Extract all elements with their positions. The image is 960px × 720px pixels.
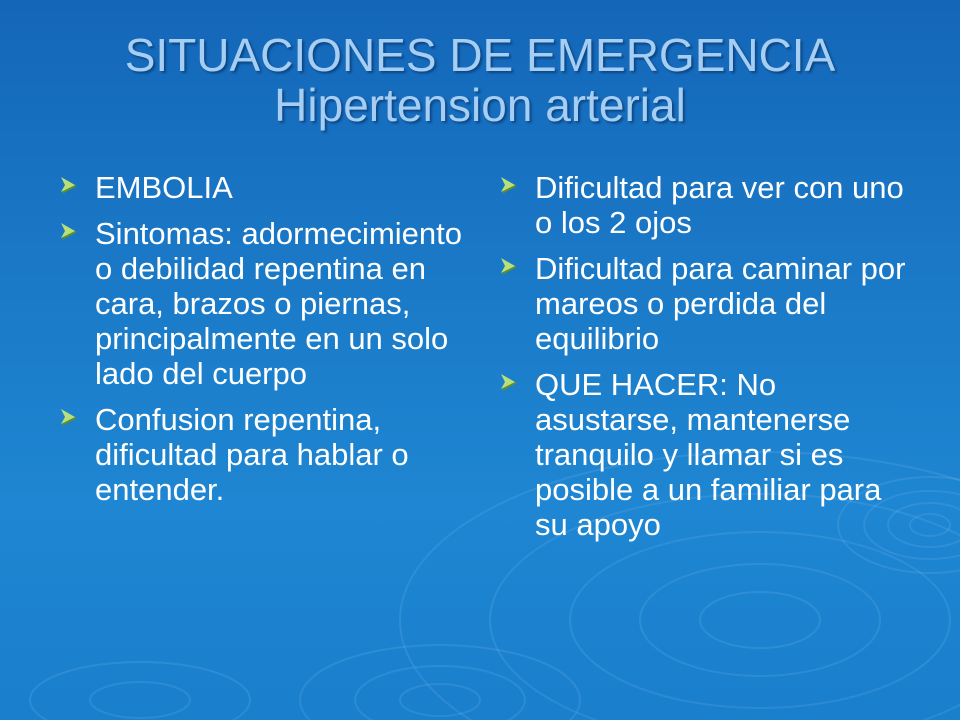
arrow-bullet-icon <box>58 221 80 243</box>
slide-title <box>0 30 960 130</box>
bullet-text: EMBOLIA <box>95 170 233 205</box>
bullet-text: Confusion repentina, dificultad para hablar o entender. <box>95 402 409 507</box>
bullet-item <box>58 170 478 205</box>
arrow-bullet-icon <box>498 175 520 197</box>
bullet-text: Sintomas: adormecimiento o debilidad repentina en cara, brazos o piernas, principalmente en un solo lado del cuerpo <box>95 216 462 391</box>
left-bullet-column <box>58 170 478 518</box>
bullet-item <box>58 216 478 391</box>
right-bullet-column <box>498 170 918 553</box>
bullet-item <box>498 251 918 356</box>
arrow-bullet-icon <box>498 256 520 278</box>
bullet-item <box>498 367 918 542</box>
bullet-text: Dificultad para caminar por mareos o perdida del equilibrio <box>535 251 906 356</box>
bullet-text: QUE HACER: No asustarse, mantenerse tranquilo y llamar si es posible a un familiar para su apoyo <box>535 367 882 542</box>
bullet-text: Dificultad para ver con uno o los 2 ojos <box>535 170 904 240</box>
arrow-bullet-icon <box>498 372 520 394</box>
arrow-bullet-icon <box>58 175 80 197</box>
slide-title-line-1: SITUACIONES DE EMERGENCIA <box>124 29 836 81</box>
bullet-item <box>498 170 918 240</box>
bullet-item <box>58 402 478 507</box>
arrow-bullet-icon <box>58 407 80 429</box>
slide-title-line-2: Hipertension arterial <box>274 79 686 131</box>
